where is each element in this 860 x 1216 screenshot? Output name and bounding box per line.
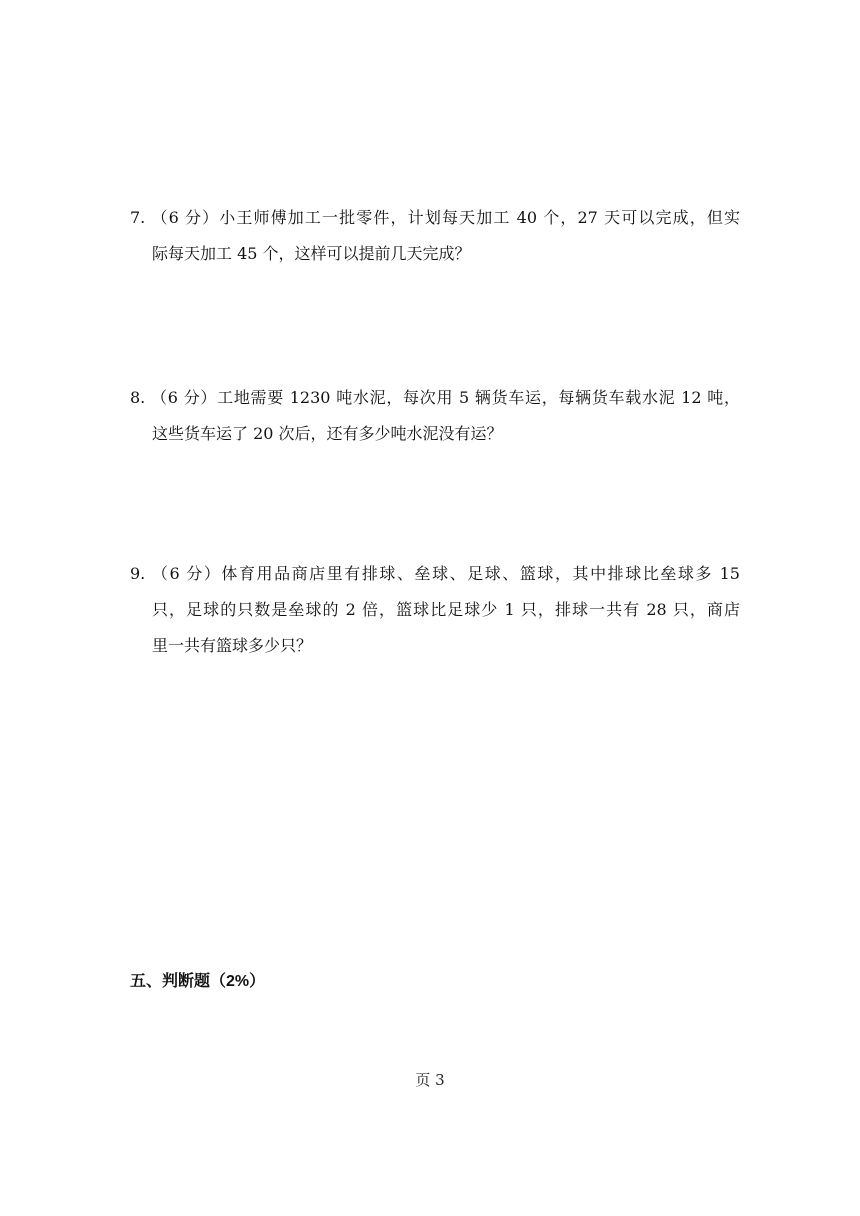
question-9-line-2: 只，足球的只数是垒球的 2 倍，篮球比足球少 1 只，排球一共有 28 只，商店 bbox=[152, 600, 740, 619]
question-9-line-3: 里一共有篮球多少只？ bbox=[152, 636, 313, 655]
section-heading-true-false: 五、判断题（2%） bbox=[130, 973, 266, 990]
question-8 bbox=[130, 380, 740, 452]
page-number: 页 3 bbox=[415, 1071, 445, 1089]
question-7-line-1: 7. （6 分）小王师傅加工一批零件，计划每天加工 40 个，27 天可以完成，但实 bbox=[130, 208, 740, 227]
question-9 bbox=[130, 556, 740, 664]
question-8-line-1: 8. （6 分）工地需要 1230 吨水泥，每次用 5 辆货车运，每辆货车载水泥 12 吨， bbox=[130, 388, 740, 407]
question-8-line-2: 这些货车运了 20 次后，还有多少吨水泥没有运？ bbox=[152, 424, 503, 443]
question-7-line-2: 际每天加工 45 个，这样可以提前几天完成？ bbox=[152, 244, 471, 263]
question-7 bbox=[130, 200, 740, 272]
question-9-line-1: 9. （6 分）体育用品商店里有排球、垒球、足球、篮球，其中排球比垒球多 15 bbox=[130, 564, 740, 583]
